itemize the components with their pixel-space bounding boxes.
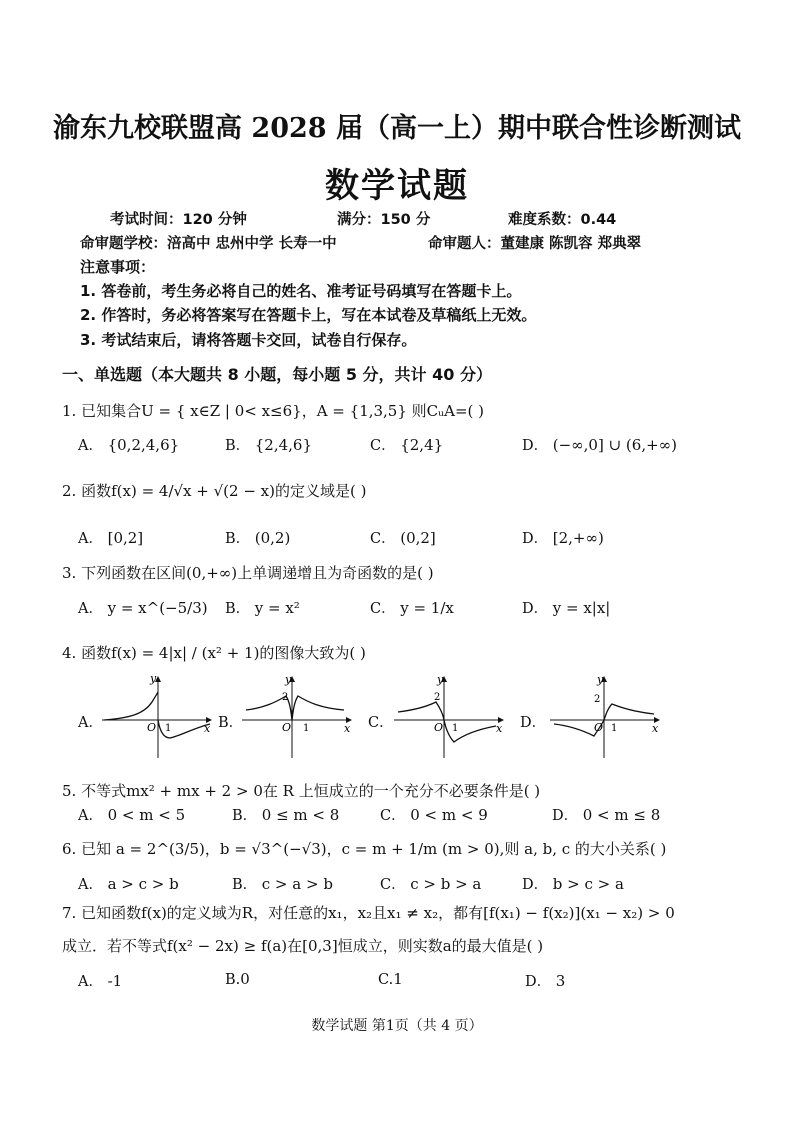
- q2-option-b: B． (0,2): [225, 529, 291, 547]
- q7-option-d: D． 3: [525, 972, 566, 990]
- q4-graph-c: [392, 672, 508, 762]
- q1-option-b: B． {2,4,6}: [225, 436, 313, 454]
- exam-time: 考试时间：120 分钟: [110, 212, 247, 228]
- question-1-stem: 1. 已知集合U = { x∈Z | 0< x≤6}，A = {1,3,5} 则CᵤA=( ): [62, 402, 485, 420]
- question-7-stem: 7. 已知函数f(x)的定义域为R，对任意的x₁，x₂且x₁ ≠ x₂，都有[f(x₁) − f(x₂)](x₁ − x₂) > 0: [62, 904, 675, 922]
- q5-option-b: B． 0 ≤ m < 8: [232, 806, 340, 824]
- tick-2-label: 2: [594, 694, 601, 705]
- axis-x-label: x: [344, 722, 351, 735]
- tick-1-label: 1: [165, 723, 172, 734]
- q6-option-a: A． a > c > b: [78, 875, 179, 893]
- q5-option-c: C． 0 < m < 9: [380, 806, 488, 824]
- notice-item: 2. 作答时，务必将答案写在答题卡上，写在本试卷及草稿纸上无效。: [80, 306, 537, 324]
- q1-option-c: C． {2,4}: [370, 436, 444, 454]
- origin-label: O: [147, 721, 157, 734]
- exam-title: 渝东九校联盟高 2028 届（高一上）期中联合性诊断测试: [53, 113, 741, 144]
- section-heading: 一、单选题（本大题共 8 小题，每小题 5 分，共计 40 分）: [62, 365, 492, 384]
- question-6-stem: 6. 已知 a = 2^(3/5)，b = √3^(−√3)，c = m + 1/m (m > 0),则 a, b, c 的大小关系( ): [62, 840, 667, 858]
- notice-item: 3. 考试结束后，请将答题卡交回，试卷自行保存。: [80, 331, 417, 349]
- q3-option-a: A． y = x^(−5/3): [78, 599, 208, 617]
- q4-graph-d: [548, 672, 664, 762]
- axis-y-label: y: [285, 673, 292, 686]
- origin-label: O: [594, 721, 604, 734]
- notice-item: 1. 答卷前，考生务必将自己的姓名、准考证号码填写在答题卡上。: [80, 282, 522, 300]
- q4-graph-a: [100, 672, 216, 762]
- page-footer: 数学试题 第1页（共 4 页）: [311, 1018, 483, 1034]
- q4-option-c-label: C．: [368, 715, 394, 731]
- q6-option-d: D． b > c > a: [522, 875, 624, 893]
- q5-option-d: D． 0 < m ≤ 8: [552, 806, 661, 824]
- q7-option-a: A． -1: [78, 972, 123, 990]
- question-3-stem: 3. 下列函数在区间(0,+∞)上单调递增且为奇函数的是( ): [62, 564, 434, 582]
- q6-option-c: C． c > b > a: [380, 875, 482, 893]
- q2-option-d: D． [2,+∞): [522, 529, 604, 547]
- q5-option-a: A． 0 < m < 5: [78, 806, 186, 824]
- q4-option-d-label: D．: [520, 715, 547, 731]
- subject-title: 数学试题: [325, 166, 469, 206]
- q4-option-b-label: B．: [218, 715, 244, 731]
- question-5-stem: 5. 不等式mx² + mx + 2 > 0在 R 上恒成立的一个充分不必要条件是( ): [62, 782, 541, 800]
- axis-x-label: x: [652, 722, 659, 735]
- q2-option-c: C． (0,2]: [370, 529, 436, 547]
- q4-option-a-label: A．: [78, 715, 103, 731]
- origin-label: O: [282, 721, 292, 734]
- q4-graph-b: [240, 672, 356, 762]
- review-authors: 命审题人：董建康 陈凯容 郑典翠: [428, 236, 642, 252]
- q3-option-b: B． y = x²: [225, 599, 300, 617]
- axis-x-label: x: [204, 722, 211, 735]
- q1-option-d: D． (−∞,0] ∪ (6,+∞): [522, 436, 678, 454]
- tick-1-label: 1: [303, 723, 310, 734]
- origin-label: O: [434, 721, 444, 734]
- tick-1-label: 1: [611, 723, 618, 734]
- axis-y-label: y: [437, 673, 444, 686]
- question-7-stem-cont: 成立．若不等式f(x² − 2x) ≥ f(a)在[0,3]恒成立，则实数a的最大值是( ): [62, 937, 544, 955]
- q3-option-c: C． y = 1/x: [370, 599, 454, 617]
- q7-option-c: C.1: [378, 970, 403, 988]
- notice-heading: 注意事项：: [80, 258, 156, 276]
- question-4-stem: 4. 函数f(x) = 4|x| / (x² + 1)的图像大致为( ): [62, 644, 366, 662]
- question-2-stem: 2. 函数f(x) = 4/√x + √(2 − x)的定义域是( ): [62, 482, 367, 500]
- tick-2-label: 2: [282, 692, 289, 703]
- difficulty: 难度系数：0.44: [508, 212, 617, 228]
- tick-2-label: 2: [434, 692, 441, 703]
- q7-option-b: B.0: [225, 970, 250, 988]
- review-schools: 命审题学校：涪高中 忠州中学 长寿一中: [80, 236, 337, 252]
- axis-x-label: x: [496, 722, 503, 735]
- q2-option-a: A． [0,2]: [78, 529, 144, 547]
- q1-option-a: A． {0,2,4,6}: [78, 436, 180, 454]
- full-score: 满分：150 分: [337, 212, 431, 228]
- tick-1-label: 1: [452, 723, 459, 734]
- q3-option-d: D． y = x|x|: [522, 599, 611, 617]
- q6-option-b: B． c > a > b: [232, 875, 333, 893]
- axis-y-label: y: [597, 673, 604, 686]
- axis-y-label: y: [150, 672, 157, 685]
